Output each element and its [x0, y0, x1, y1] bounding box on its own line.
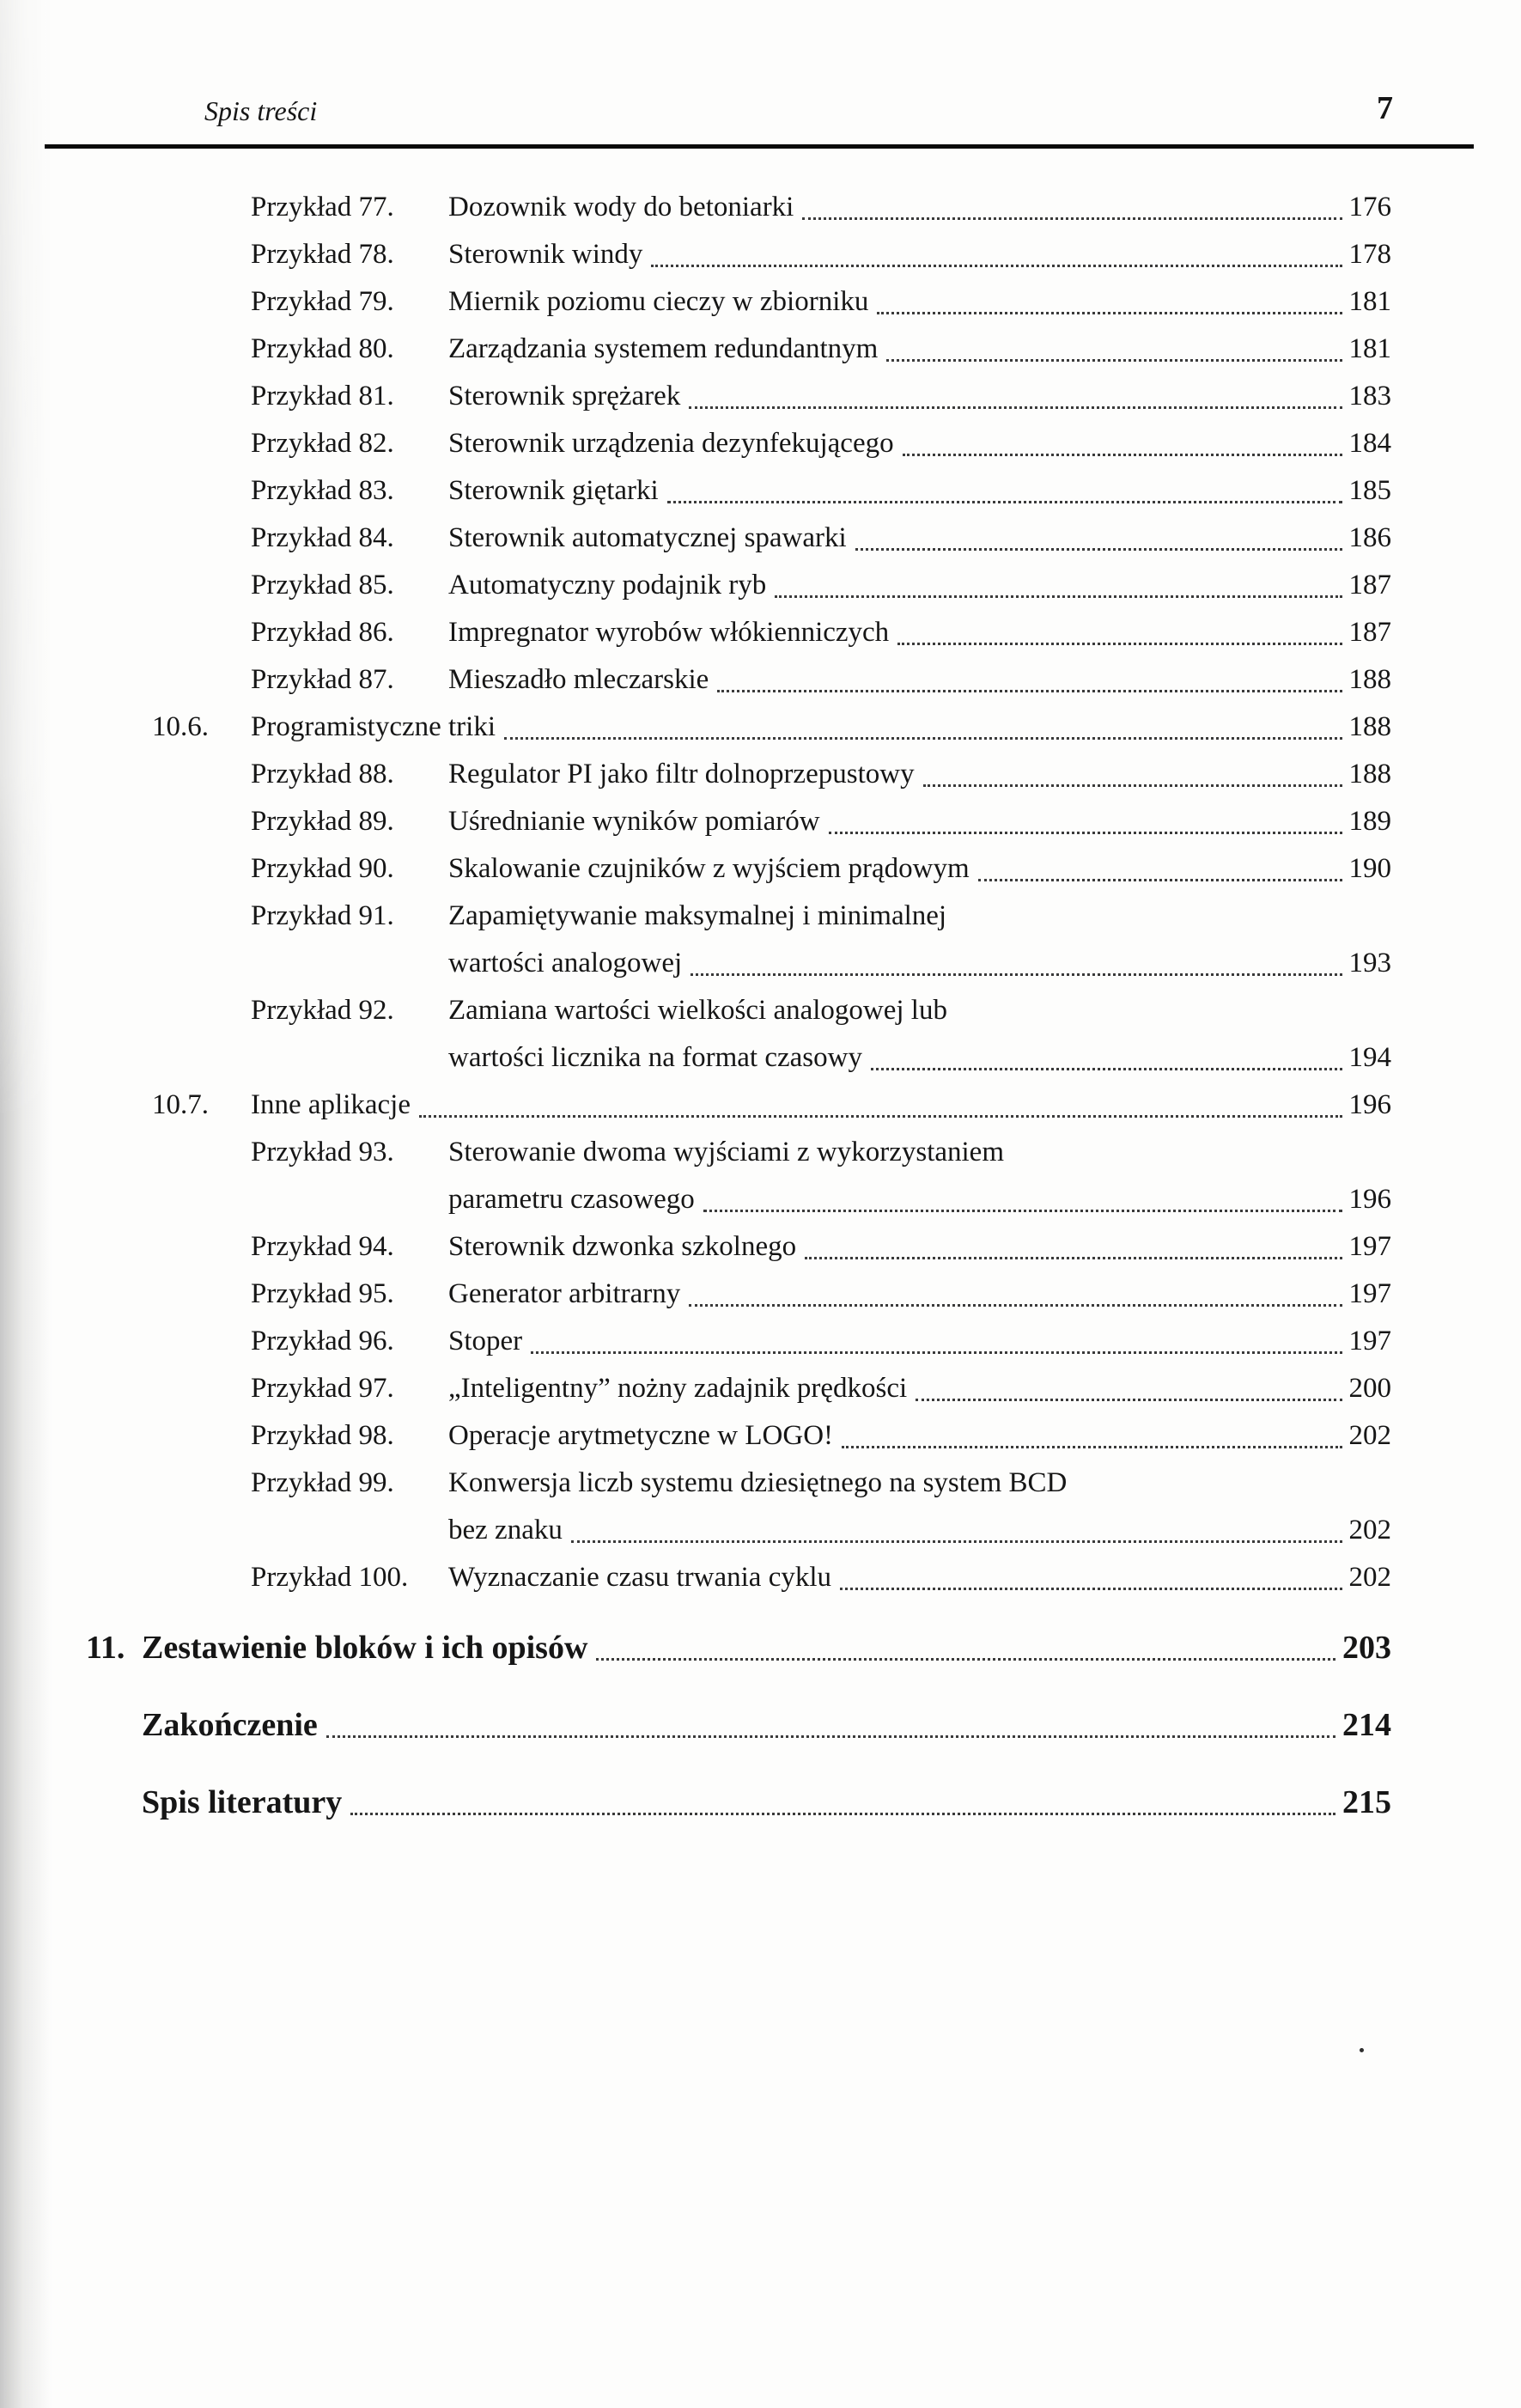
entry-page: 188	[1348, 759, 1391, 789]
entry-page: 197	[1348, 1278, 1391, 1309]
toc-entry	[86, 326, 1391, 373]
entry-title: Automatyczny podajnik ryb	[448, 570, 767, 600]
toc-entry-line	[142, 1699, 1391, 1751]
entry-label: Przykład 91.	[251, 900, 394, 931]
toc-entry	[86, 1318, 1391, 1365]
entry-label: Przykład 95.	[251, 1278, 394, 1309]
toc-entry	[86, 1777, 1391, 1828]
dot-leader	[775, 595, 1342, 598]
toc-entry-line	[251, 1034, 1391, 1082]
toc-entry	[86, 231, 1391, 278]
toc-entry-line	[251, 1318, 1391, 1365]
toc-entry	[86, 515, 1391, 562]
page-number: 7	[1377, 90, 1393, 126]
entry-title: Wyznaczanie czasu trwania cyklu	[448, 1562, 832, 1593]
entry-title: Zarządzania systemem redundantnym	[448, 333, 879, 364]
dot-leader	[805, 1257, 1342, 1259]
toc-entry-line	[251, 987, 1391, 1034]
toc-entry	[86, 467, 1391, 515]
dot-leader	[326, 1735, 1335, 1738]
toc-entry	[86, 845, 1391, 893]
toc-entry	[86, 751, 1391, 798]
entry-page: 183	[1348, 381, 1391, 411]
toc-entry-line	[251, 1554, 1391, 1601]
toc-entry-line	[251, 1271, 1391, 1318]
dot-leader	[842, 1446, 1342, 1448]
dot-leader	[717, 690, 1342, 692]
toc-entry-line	[251, 420, 1391, 467]
toc-entry-line	[251, 845, 1391, 893]
dot-leader	[667, 501, 1342, 503]
entry-label: 11.	[86, 1630, 125, 1666]
scan-artifact-dot	[1360, 2048, 1364, 2052]
toc-entry	[86, 562, 1391, 609]
entry-label: Przykład 94.	[251, 1231, 394, 1262]
entry-page: 190	[1348, 853, 1391, 884]
dot-leader	[689, 406, 1342, 409]
toc-entry-line	[251, 184, 1391, 231]
entry-title: Generator arbitrarny	[448, 1278, 681, 1309]
entry-label: Przykład 98.	[251, 1420, 394, 1451]
entry-label: Przykład 92.	[251, 995, 394, 1026]
dot-leader	[703, 1210, 1342, 1212]
toc-entry-line	[251, 373, 1391, 420]
entry-page: 186	[1348, 522, 1391, 553]
entry-title: Konwersja liczb systemu dziesiętnego na system BCD	[448, 1467, 1068, 1498]
entry-page: 187	[1348, 570, 1391, 600]
entry-title: Sterownik windy	[448, 239, 643, 270]
dot-leader	[802, 217, 1342, 220]
dot-leader	[531, 1351, 1342, 1354]
dot-leader	[350, 1813, 1335, 1815]
entry-page: 214	[1342, 1707, 1391, 1743]
entry-label: Przykład 77.	[251, 192, 394, 223]
dot-leader	[886, 359, 1342, 362]
entry-title: Skalowanie czujników z wyjściem prądowym	[448, 853, 970, 884]
dot-leader	[571, 1540, 1342, 1543]
toc-entry	[86, 609, 1391, 656]
entry-page: 187	[1348, 617, 1391, 648]
entry-title: Spis literatury	[142, 1784, 343, 1820]
entry-title: Uśrednianie wyników pomiarów	[448, 806, 820, 837]
entry-page: 181	[1348, 286, 1391, 317]
entry-label: Przykład 100.	[251, 1562, 409, 1593]
entry-title-continued: bez znaku	[448, 1515, 563, 1545]
entry-title: Mieszadło mleczarskie	[448, 664, 709, 695]
dot-leader	[504, 737, 1342, 740]
toc-entry-line	[251, 278, 1391, 326]
toc-list	[86, 184, 1391, 1828]
running-header-title: Spis treści	[204, 95, 318, 126]
entry-title: Miernik poziomu cieczy w zbiorniku	[448, 286, 869, 317]
entry-label: Przykład 85.	[251, 570, 394, 600]
entry-label: Przykład 81.	[251, 381, 394, 411]
entry-title: Dozownik wody do betoniarki	[448, 192, 794, 223]
entry-page: 188	[1348, 664, 1391, 695]
toc-entry	[86, 1699, 1391, 1751]
toc-entry	[86, 1082, 1391, 1129]
entry-page: 215	[1342, 1784, 1391, 1820]
toc-entry-line	[251, 467, 1391, 515]
toc-entry-line	[251, 940, 1391, 987]
toc-entry	[86, 420, 1391, 467]
dot-leader	[978, 879, 1342, 881]
entry-label: Przykład 79.	[251, 286, 394, 317]
entry-page: 181	[1348, 333, 1391, 364]
dot-leader	[840, 1588, 1342, 1590]
entry-page: 197	[1348, 1231, 1391, 1262]
entry-label: Przykład 99.	[251, 1467, 394, 1498]
dot-leader	[419, 1115, 1342, 1118]
toc-entry-line	[251, 893, 1391, 940]
entry-label: 10.7.	[152, 1089, 209, 1120]
entry-label: Przykład 83.	[251, 475, 394, 506]
entry-page: 189	[1348, 806, 1391, 837]
entry-page: 176	[1348, 192, 1391, 223]
toc-entry-line	[251, 656, 1391, 704]
dot-leader	[897, 643, 1342, 645]
entry-label: Przykład 87.	[251, 664, 394, 695]
toc-entry	[86, 1223, 1391, 1271]
entry-title: Inne aplikacje	[251, 1089, 411, 1120]
toc-entry-line	[86, 1622, 1391, 1673]
entry-page: 193	[1348, 948, 1391, 978]
entry-page: 184	[1348, 428, 1391, 459]
entry-title: „Inteligentny” nożny zadajnik prędkości	[448, 1373, 908, 1404]
entry-page: 200	[1348, 1373, 1391, 1404]
toc-entry	[86, 1129, 1391, 1223]
header-rule	[45, 144, 1474, 149]
toc-entry-line	[251, 515, 1391, 562]
toc-entry	[86, 278, 1391, 326]
entry-label: Przykład 78.	[251, 239, 394, 270]
entry-title: Sterowanie dwoma wyjściami z wykorzystaniem	[448, 1137, 1004, 1167]
toc-entry-line	[251, 798, 1391, 845]
entry-title: Sterownik dzwonka szkolnego	[448, 1231, 797, 1262]
entry-title: Zestawienie bloków i ich opisów	[142, 1630, 588, 1666]
entry-label: Przykład 82.	[251, 428, 394, 459]
toc-entry	[86, 1412, 1391, 1460]
entry-label: Przykład 84.	[251, 522, 394, 553]
toc-entry-line	[142, 1777, 1391, 1828]
toc-entry-line	[251, 1176, 1391, 1223]
entry-title: Zakończenie	[142, 1707, 318, 1743]
dot-leader	[903, 454, 1342, 456]
toc-entry-line	[251, 609, 1391, 656]
toc-entry-line	[251, 231, 1391, 278]
entry-page: 188	[1348, 711, 1391, 742]
dot-leader	[691, 973, 1342, 976]
toc-entry	[86, 798, 1391, 845]
toc-entry	[86, 1554, 1391, 1601]
entry-page: 196	[1348, 1184, 1391, 1215]
entry-page: 202	[1348, 1420, 1391, 1451]
dot-leader	[916, 1399, 1342, 1401]
dot-leader	[596, 1658, 1335, 1661]
entry-title: Sterownik sprężarek	[448, 381, 681, 411]
entry-title-continued: wartości licznika na format czasowy	[448, 1042, 862, 1073]
toc-entry-line	[251, 326, 1391, 373]
toc-entry	[86, 1460, 1391, 1554]
entry-label: Przykład 88.	[251, 759, 394, 789]
toc-entry-line	[251, 1507, 1391, 1554]
entry-title: Sterownik automatycznej spawarki	[448, 522, 847, 553]
toc-entry-line	[251, 751, 1391, 798]
entry-label: Przykład 97.	[251, 1373, 394, 1404]
entry-title: Operacje arytmetyczne w LOGO!	[448, 1420, 834, 1451]
toc-entry	[86, 656, 1391, 704]
dot-leader	[651, 265, 1342, 267]
entry-page: 203	[1342, 1630, 1391, 1666]
entry-title: Programistyczne triki	[251, 711, 496, 742]
dot-leader	[871, 1068, 1342, 1070]
toc-entry-line	[251, 1460, 1391, 1507]
dot-leader	[877, 312, 1342, 314]
entry-page: 202	[1348, 1515, 1391, 1545]
entry-title: Regulator PI jako filtr dolnoprzepustowy	[448, 759, 915, 789]
entry-page: 202	[1348, 1562, 1391, 1593]
page-binding-shadow	[0, 0, 52, 2408]
toc-entry	[86, 1622, 1391, 1673]
entry-page: 196	[1348, 1089, 1391, 1120]
toc-entry	[86, 184, 1391, 231]
entry-label: 10.6.	[152, 711, 209, 742]
toc-entry-line	[251, 1365, 1391, 1412]
entry-page: 197	[1348, 1326, 1391, 1356]
entry-title: Sterownik urządzenia dezynfekującego	[448, 428, 894, 459]
entry-title: Zapamiętywanie maksymalnej i minimalnej	[448, 900, 947, 931]
entry-label: Przykład 80.	[251, 333, 394, 364]
entry-title-continued: wartości analogowej	[448, 948, 683, 978]
toc-entry-line	[251, 1223, 1391, 1271]
toc-entry-line	[251, 562, 1391, 609]
entry-title: Sterownik giętarki	[448, 475, 659, 506]
toc-entry-line	[251, 1412, 1391, 1460]
entry-title: Impregnator wyrobów włókienniczych	[448, 617, 890, 648]
entry-label: Przykład 86.	[251, 617, 394, 648]
entry-title: Zamiana wartości wielkości analogowej lub	[448, 995, 947, 1026]
entry-label: Przykład 90.	[251, 853, 394, 884]
entry-label: Przykład 89.	[251, 806, 394, 837]
entry-page: 178	[1348, 239, 1391, 270]
dot-leader	[855, 548, 1342, 551]
toc-entry	[86, 893, 1391, 987]
dot-leader	[923, 784, 1342, 787]
entry-page: 194	[1348, 1042, 1391, 1073]
toc-entry-line	[251, 1129, 1391, 1176]
dot-leader	[689, 1304, 1342, 1307]
dot-leader	[829, 832, 1342, 834]
entry-page: 185	[1348, 475, 1391, 506]
toc-entry	[86, 1365, 1391, 1412]
entry-label: Przykład 96.	[251, 1326, 394, 1356]
toc-entry	[86, 987, 1391, 1082]
entry-title-continued: parametru czasowego	[448, 1184, 695, 1215]
toc-entry	[86, 704, 1391, 751]
toc-entry-line	[152, 1082, 1391, 1129]
toc-entry-line	[152, 704, 1391, 751]
entry-label: Przykład 93.	[251, 1137, 394, 1167]
toc-entry	[86, 373, 1391, 420]
toc-entry	[86, 1271, 1391, 1318]
entry-title: Stoper	[448, 1326, 523, 1356]
